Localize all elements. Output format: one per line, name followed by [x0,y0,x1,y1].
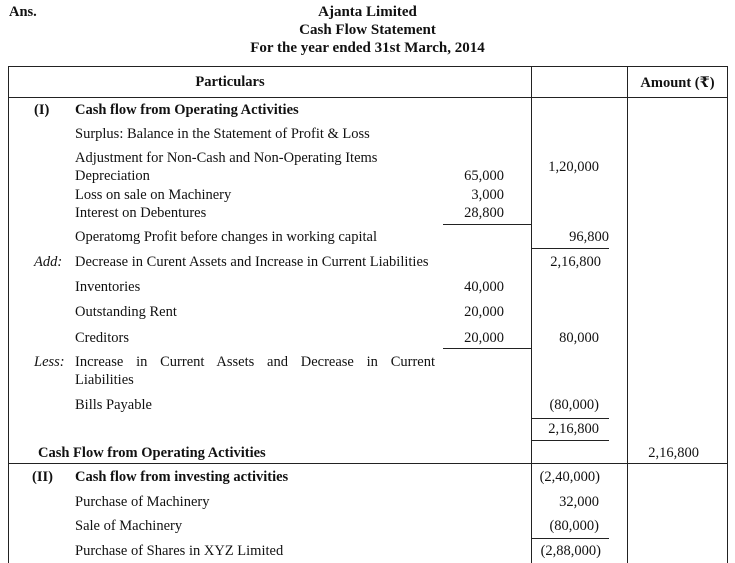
purchase-machinery-value: 32,000 [559,494,599,510]
add-prefix: Add: [34,254,63,270]
statement-period: For the year ended 31st March, 2014 [250,40,485,56]
answer-label: Ans. [9,4,37,20]
add-value: 2,16,800 [550,254,601,270]
section-roman-i: (I) [34,102,50,118]
bills-payable-label: Bills Payable [75,397,152,413]
depreciation-label: Depreciation [75,168,150,184]
investing-title: Cash flow from investing activities [75,469,289,485]
operating-subtotal: 2,16,800 [548,421,599,437]
creditors-value: 20,000 [464,330,504,346]
statement-title: Cash Flow Statement [299,22,436,38]
net-operating-label: Cash Flow from Operating Activities [38,445,266,461]
amount-header: Amount (₹) [640,75,715,91]
subtotal-top-line [531,418,609,419]
interest-label: Interest on Debentures [75,205,207,221]
creditors-underline [443,348,531,349]
shares-top-line [531,538,609,539]
add-label: Decrease in Curent Assets and Increase in Current Liabilities [75,254,429,270]
adjustment-label: Adjustment for Non-Cash and Non-Operating Items [75,150,378,166]
net-operating-amount: 2,16,800 [648,445,699,461]
less-label-line1: Increase in Current Assets and Decrease in Current [75,354,435,370]
operating-profit-label: Operatomg Profit before changes in working capital [75,229,377,245]
table-top-border [8,66,727,67]
adjustment-underline [443,224,531,225]
subtotal-bottom-line [531,440,609,441]
column-divider-2 [627,66,628,563]
company-name: Ajanta Limited [318,4,417,20]
loss-on-sale-label: Loss on sale on Machinery [75,187,232,203]
outstanding-rent-value: 20,000 [464,304,504,320]
creditors-label: Creditors [75,330,129,346]
loss-on-sale-value: 3,000 [471,187,504,203]
interest-value: 28,800 [464,205,504,221]
column-divider-1 [531,66,532,563]
purchase-machinery-label: Purchase of Machinery [75,494,210,510]
adjustment-total: 1,20,000 [548,159,599,175]
outstanding-rent-label: Outstanding Rent [75,304,177,320]
inventories-value: 40,000 [464,279,504,295]
inventories-label: Inventories [75,279,141,295]
particulars-header: Particulars [195,74,265,90]
section-roman-ii: (II) [32,469,53,485]
surplus-label: Surplus: Balance in the Statement of Profit & Loss [75,126,370,142]
bills-payable-value: (80,000) [549,397,599,413]
section-separator [8,463,727,464]
less-prefix: Less: [34,354,65,370]
creditors-total: 80,000 [559,330,599,346]
sale-machinery-value: (80,000) [549,518,599,534]
purchase-shares-value: (2,88,000) [540,543,601,559]
depreciation-value: 65,000 [464,168,504,184]
purchase-shares-label: Purchase of Shares in XYZ Limited [75,543,284,559]
table-left-border [8,66,9,563]
less-label-line2: Liabilities [75,372,134,388]
operating-profit-underline [531,248,609,249]
investing-title-value: (2,40,000) [539,469,600,485]
sale-machinery-label: Sale of Machinery [75,518,183,534]
operating-profit-value: 96,800 [569,229,609,245]
header-bottom-border [8,97,727,98]
table-right-border [727,66,728,563]
operating-title: Cash flow from Operating Activities [75,102,299,118]
